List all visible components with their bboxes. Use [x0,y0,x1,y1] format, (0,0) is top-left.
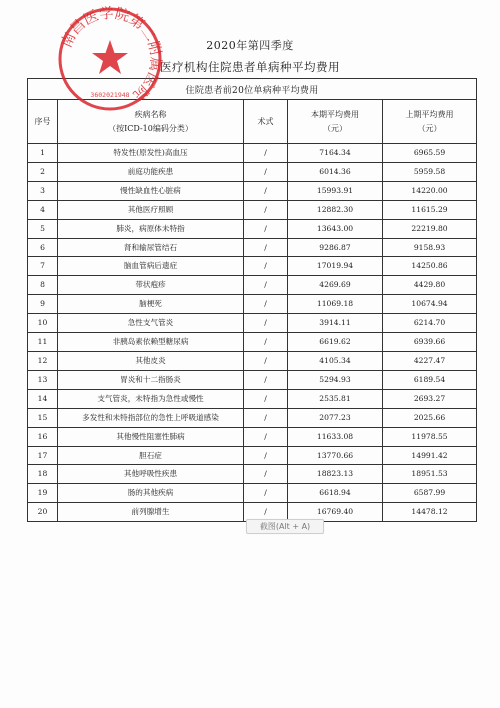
year-title: 2020年第四季度 [206,39,294,52]
table-row [28,370,477,389]
row-disease-name: 其他皮炎 [58,351,244,370]
row-current-cost: 11633.08 [288,427,383,446]
table-row [28,351,477,370]
header-previous-cost-line2: （元） [417,123,442,133]
table-row [28,144,477,163]
row-disease-name: 肠的其他疾病 [58,484,244,503]
row-previous-cost: 14250.86 [383,257,477,276]
row-previous-cost: 6587.99 [383,484,477,503]
row-disease-name: 支气管炎，未特指为急性或慢性 [58,389,244,408]
row-disease-name: 其他慢性阻塞性肺病 [58,427,244,446]
row-current-cost: 4269.69 [288,276,383,295]
row-seq: 8 [28,276,58,295]
row-operation: / [244,181,288,200]
header-disease-name-line2: （按ICD-10编码分类） [108,123,193,133]
row-disease-name: 带状疱疹 [58,276,244,295]
row-operation: / [244,314,288,333]
row-seq: 2 [28,162,58,181]
row-current-cost: 13643.00 [288,219,383,238]
cost-table [27,78,477,522]
seal-star-icon [92,40,128,74]
row-current-cost: 16769.40 [288,503,383,522]
header-previous-cost-line1: 上期平均费用 [405,109,454,119]
row-seq: 20 [28,503,58,522]
row-seq: 10 [28,314,58,333]
row-disease-name: 胃炎和十二指肠炎 [58,370,244,389]
table-row [28,427,477,446]
row-previous-cost: 14220.00 [383,181,477,200]
row-disease-name: 脑血管病后遗症 [58,257,244,276]
row-operation: / [244,257,288,276]
row-previous-cost: 2025.66 [383,408,477,427]
row-operation: / [244,446,288,465]
row-operation: / [244,162,288,181]
header-current-cost [288,100,383,144]
table-row [28,162,477,181]
row-seq: 4 [28,200,58,219]
row-disease-name: 前列腺增生 [58,503,244,522]
row-current-cost: 18823.13 [288,465,383,484]
row-current-cost: 11069.18 [288,295,383,314]
row-operation: / [244,238,288,257]
table-row [28,276,477,295]
row-seq: 7 [28,257,58,276]
row-previous-cost: 18951.53 [383,465,477,484]
header-previous-cost [383,100,477,144]
row-operation: / [244,333,288,352]
row-seq: 18 [28,465,58,484]
row-operation: / [244,503,288,522]
row-operation: / [244,144,288,163]
row-current-cost: 4105.34 [288,351,383,370]
row-seq: 5 [28,219,58,238]
row-seq: 19 [28,484,58,503]
seal-code: 3602021948 [90,91,130,99]
row-previous-cost: 4227.47 [383,351,477,370]
row-operation: / [244,465,288,484]
header-seq: 序号 [28,100,58,144]
row-previous-cost: 9158.93 [383,238,477,257]
table-row [28,389,477,408]
row-seq: 15 [28,408,58,427]
row-previous-cost: 6214.70 [383,314,477,333]
row-previous-cost: 22219.80 [383,219,477,238]
row-previous-cost: 6939.66 [383,333,477,352]
table-row [28,333,477,352]
header-operation: 术式 [244,100,288,144]
row-current-cost: 9286.87 [288,238,383,257]
table-row [28,181,477,200]
row-operation: / [244,427,288,446]
header-current-cost-line1: 本期平均费用 [311,109,359,119]
row-current-cost: 5294.93 [288,370,383,389]
row-operation: / [244,200,288,219]
hospital-seal [55,4,165,114]
row-previous-cost: 2693.27 [383,389,477,408]
table-row [28,295,477,314]
screenshot-tooltip: 截图(Alt + A) [246,519,324,534]
row-disease-name: 前庭功能疾患 [58,162,244,181]
row-seq: 9 [28,295,58,314]
row-previous-cost: 6189.54 [383,370,477,389]
row-operation: / [244,351,288,370]
table-row [28,465,477,484]
row-seq: 6 [28,238,58,257]
table-row [28,446,477,465]
table-row [28,314,477,333]
row-operation: / [244,484,288,503]
row-previous-cost: 10674.94 [383,295,477,314]
row-seq: 13 [28,370,58,389]
row-disease-name: 多发性和未特指部位的急性上呼吸道感染 [58,408,244,427]
row-disease-name: 特发性(原发性)高血压 [58,144,244,163]
row-disease-name: 脑梗死 [58,295,244,314]
row-previous-cost: 6965.59 [383,144,477,163]
table-body [28,144,477,522]
row-operation: / [244,295,288,314]
row-current-cost: 15993.91 [288,181,383,200]
row-seq: 1 [28,144,58,163]
row-current-cost: 2535.81 [288,389,383,408]
table-row [28,200,477,219]
row-current-cost: 13770.66 [288,446,383,465]
row-disease-name: 肾和输尿管结石 [58,238,244,257]
row-current-cost: 17019.94 [288,257,383,276]
table-row [28,238,477,257]
row-seq: 11 [28,333,58,352]
row-operation: / [244,276,288,295]
table-row [28,408,477,427]
table-row [28,257,477,276]
row-previous-cost: 4429.80 [383,276,477,295]
row-current-cost: 6014.36 [288,162,383,181]
row-current-cost: 7164.34 [288,144,383,163]
table-row [28,219,477,238]
row-previous-cost: 14991.42 [383,446,477,465]
row-current-cost: 6618.94 [288,484,383,503]
row-seq: 3 [28,181,58,200]
row-operation: / [244,389,288,408]
row-current-cost: 6619.62 [288,333,383,352]
row-seq: 12 [28,351,58,370]
row-current-cost: 3914.11 [288,314,383,333]
row-seq: 14 [28,389,58,408]
row-disease-name: 其他医疗照顾 [58,200,244,219]
row-previous-cost: 11615.29 [383,200,477,219]
row-disease-name: 慢性缺血性心脏病 [58,181,244,200]
seal-text-path: 南昌医学院第二附属医院 [58,5,164,103]
row-operation: / [244,408,288,427]
row-operation: / [244,370,288,389]
main-title: 医疗机构住院患者单病种平均费用 [160,60,340,74]
row-disease-name: 其他呼吸性疾患 [58,465,244,484]
header-disease-name-line1: 疾病名称 [134,109,167,119]
header-current-cost-line2: （元） [323,123,347,133]
row-seq: 17 [28,446,58,465]
row-disease-name: 肺炎，病原体未特指 [58,219,244,238]
row-disease-name: 非胰岛素依赖型糖尿病 [58,333,244,352]
row-previous-cost: 14478.12 [383,503,477,522]
table-subtitle: 住院患者前20位单病种平均费用 [28,79,477,100]
table-row [28,484,477,503]
row-disease-name: 胆石症 [58,446,244,465]
row-disease-name: 急性支气管炎 [58,314,244,333]
row-current-cost: 2077.23 [288,408,383,427]
row-seq: 16 [28,427,58,446]
row-previous-cost: 5959.58 [383,162,477,181]
row-current-cost: 12882.30 [288,200,383,219]
row-previous-cost: 11978.55 [383,427,477,446]
row-operation: / [244,219,288,238]
